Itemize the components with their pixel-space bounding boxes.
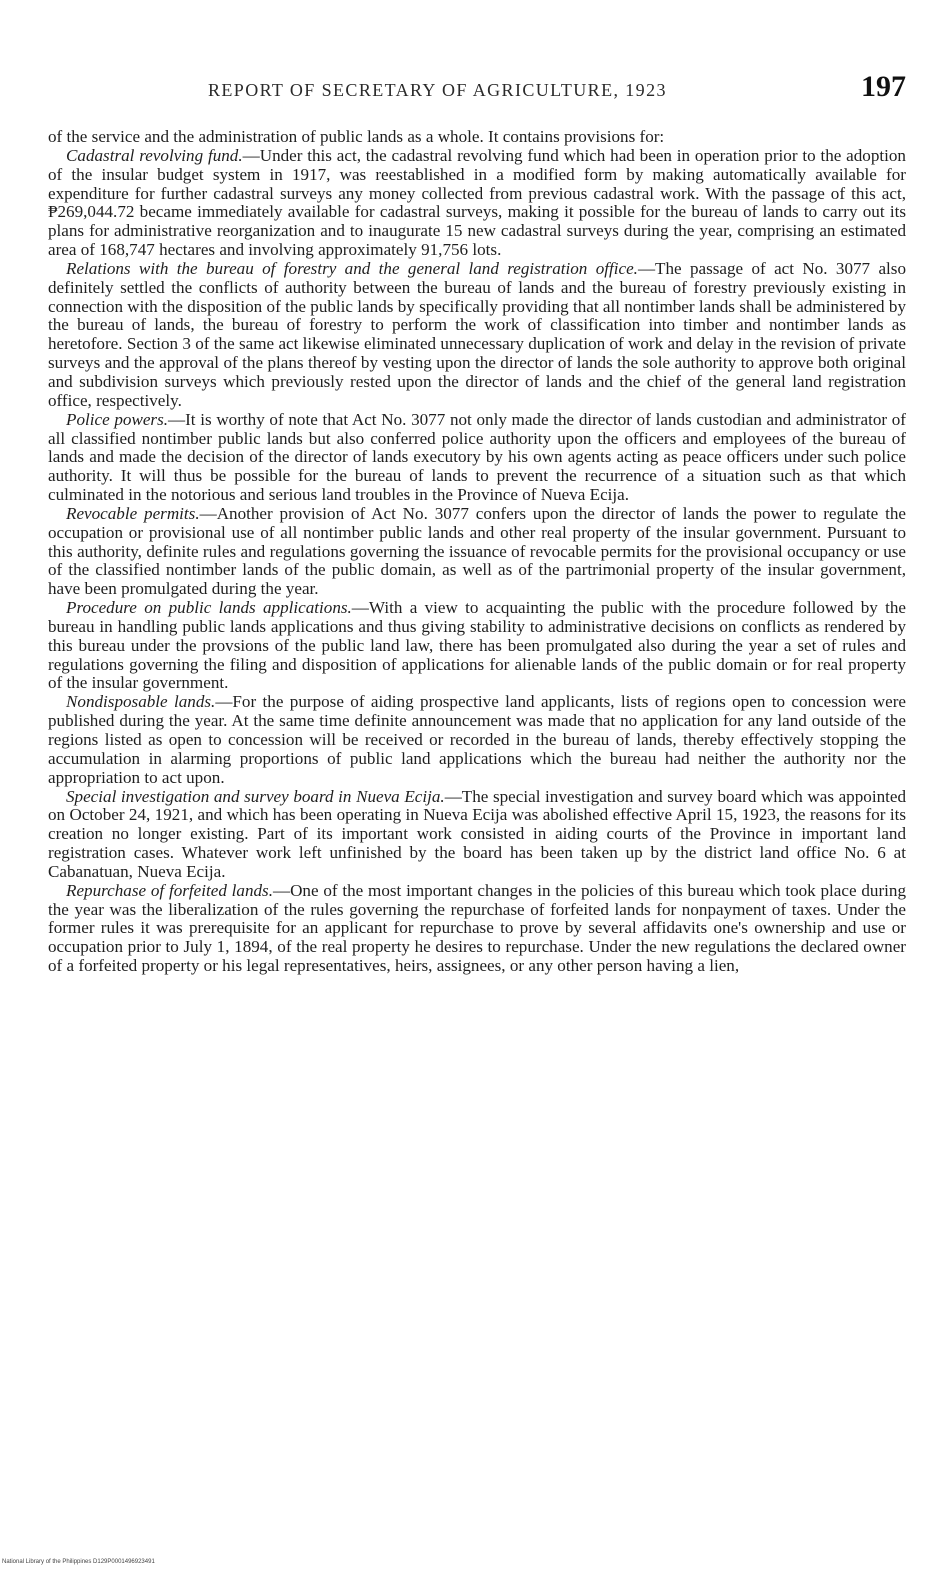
paragraph xyxy=(48,260,906,411)
page-header xyxy=(48,70,906,114)
paragraph-text: —With a view to acquainting the public with the procedure followed by the bureau in handling public lands applications and thus giving stability to administrative decisions on conflicts as rendered by this bureau under the provsions of the public land law, there has been promulgated also during the year a set of rules and regulations governing the filing and disposition of applications for alienable lands of the public domain or for real property of the insular government. xyxy=(48,598,906,693)
page-number: 197 xyxy=(861,70,906,103)
paragraph-heading: Nondisposable lands. xyxy=(66,692,216,712)
paragraph-text: —One of the most important changes in the policies of this bureau which took place during the year was the liberalization of the rules governing the repurchase of forfeited lands for nonpayment of taxes. Under the former rules it was prerequisite for an applicant for repurchase to prove by several affidavits one's ownership and use or occupation prior to July 1, 1894, of the real property he desires to repurchase. Under the new regulations the declared owner of a forfeited property or his legal representatives, heirs, assignees, or any other person having a lien, xyxy=(48,880,906,976)
paragraph-heading: Repurchase of forfeited lands. xyxy=(66,880,273,900)
paragraph-heading: Relations with the bureau of forestry and the general land registration office. xyxy=(66,258,638,278)
paragraph xyxy=(48,128,906,147)
running-head: REPORT OF SECRETARY OF AGRICULTURE, 1923 xyxy=(208,80,667,100)
paragraph-text: —Under this act, the cadastral revolving fund which had been in operation prior to the adoption of the insular budget system in 1917, was reestablished in a modified form by making automatically available for expenditure for further cadastral surveys any money collected from previous cadastral work. With the passage of this act, ₱269,044.72 became immediately available for cadastral surveys, making it possible for the bureau of lands to carry out its plans for administrative reorganization and to inaugurate 15 new cadastral surveys during the year, comprising an estimated area of 168,747 hectares and involving approximately 91,756 lots. xyxy=(48,145,906,260)
paragraph xyxy=(48,147,906,260)
paragraph-text: —The special investigation and survey board which was appointed on October 24, 1921, and which has been operating in Nueva Ecija was abolished effective April 15, 1923, the reasons for its creation no longer existing. Part of its important work consisted in aiding courts of the Province in important land registration cases. Whatever work left unfinished by the board has been taken up by the district land office No. 6 at Cabanatuan, Nueva Ecija. xyxy=(48,786,906,881)
paragraph-heading: Cadastral revolving fund. xyxy=(66,145,243,165)
paragraph-text: —It is worthy of note that Act No. 3077 not only made the director of lands custodian and administrator of all classified nontimber public lands but also conferred police authority upon the officers and employees of the bureau of lands and made the decision of the director of lands executory by his own agents acting as peace officers under such police authority. It will thus be possible for the bureau of lands to prevent the recurrence of a situation such as that which culminated in the notorious and serious land troubles in the Province of Nueva Ecija. xyxy=(48,409,906,505)
paragraph-heading: Procedure on public lands applications. xyxy=(66,598,352,618)
paragraph-text: —Another provision of Act No. 3077 confers upon the director of lands the power to regulate the occupation or provisional use of all nontimber public lands and other real property of the insular government. Pursuant to this authority, definite rules and regulations governing the issuance of revocable permits for the provisional occupancy or use of the classified nontimber lands of the public domain, as well as of the partrimonial property of the insular government, have been promulgated during the year. xyxy=(48,503,906,599)
paragraph-text: —For the purpose of aiding prospective land applicants, lists of regions open to concession were published during the year. At the same time definite announcement was made that no application for any land outside of the regions listed as open to concession will be received or recorded in the bureau of lands, thereby effectively stopping the accumulation in alarming proportions of public land applications which the bureau had neither the authority nor the appropriation to act upon. xyxy=(48,692,906,787)
body-text xyxy=(48,128,906,976)
paragraph xyxy=(48,599,906,693)
paragraph-text: —The passage of act No. 3077 also definitely settled the conflicts of authority between the bureau of lands and the bureau of forestry previously existing in connection with the disposition of the public lands by specifically providing that all nontimber lands shall be administered by the bureau of lands, the bureau of forestry to perform the work of classification into timber and nontimber lands as heretofore. Section 3 of the same act likewise eliminated unnecessary duplication of work and delay in the revision of private surveys and the approval of the plans thereof by vesting upon the director of lands the sole authority to approve both original and subdivision surveys which previously rested upon the director of lands and the chief of the general land registration office, respectively. xyxy=(48,258,906,410)
scan-footer: National Library of the Philippines D129P0001496923491 xyxy=(2,1559,155,1565)
paragraph-text: of the service and the administration of public lands as a whole. It contains provisions for: xyxy=(48,127,665,146)
paragraph xyxy=(48,693,906,787)
paragraph-heading: Police powers. xyxy=(66,409,169,429)
paragraph-heading: Revocable permits. xyxy=(66,503,200,523)
paragraph xyxy=(48,788,906,882)
paragraph xyxy=(48,411,906,505)
paragraph xyxy=(48,882,906,976)
paragraph xyxy=(48,505,906,599)
paragraph-heading: Special investigation and survey board in Nueva Ecija. xyxy=(66,786,445,806)
